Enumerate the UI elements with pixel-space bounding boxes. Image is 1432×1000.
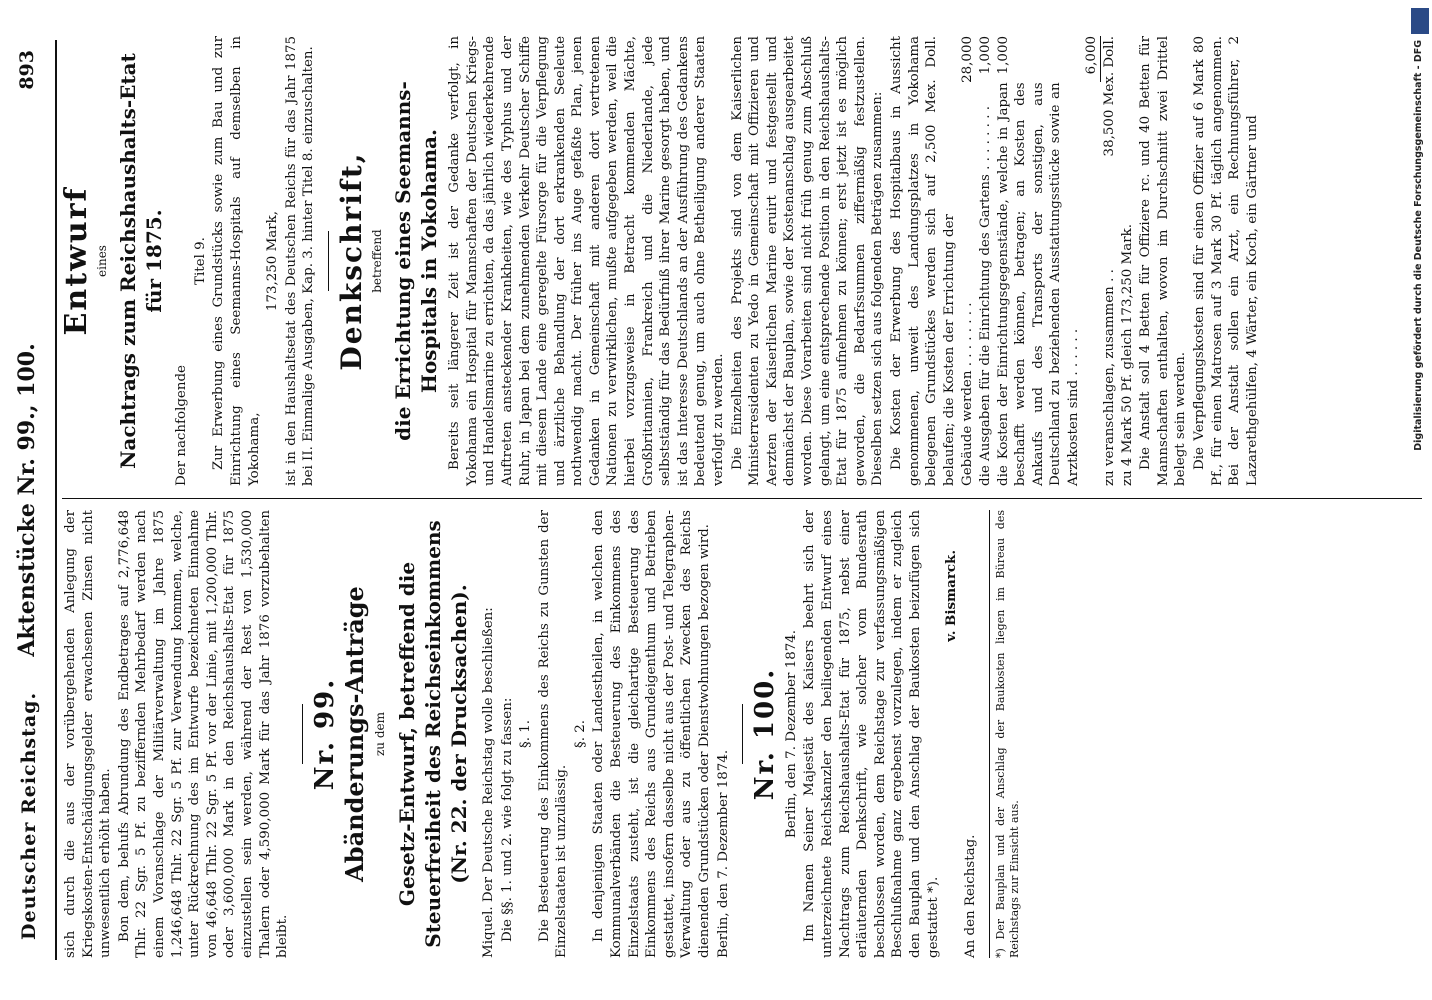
denkschrift-paragraph: Bereits seit längerer Zeit ist der Gedanke verfolgt, in Yokohama ein Hospital für Mannschaften der Deutschen Kriegs- und Handelsmarine zu errichten, da das jährlich wiederkehrende Auftreten ansteckender Krankheiten, wie des Typhus und der Ruhr, in Japan bei dem zunehmenden Verkehr Deutscher Schiffe mit diesem Lande eine geregelte Fürsorge für die Verpflegung und ärztliche Behandlung der dort erkrankenden Seeleute nothwendig macht. Der früher ins Auge gefaßte Plan, jenen Gedanken in Gemeinschaft mit anderen dort vertretenen Nationen zu verwirklichen, mußte aufgegeben werden, weil die hierbei vorzugsweise in Betracht kommenden Mächte, Großbritannien, Frankreich und die Niederlande, jede selbstständig für das Bedürfniß ihrer Marine gesorgt haben, und ist das Interesse Deutschlands an der Ausführung des Gedankens bedeutend genug, um auch ohne Betheiligung anderer Staaten verfolgt zu werden. <box>447 36 727 486</box>
nr99-motion: Miquel. Der Deutsche Reichstag wolle beschließen: <box>480 607 496 958</box>
denkschrift-paragraph: Die Anstalt soll 4 Betten für Offiziere rc. und 40 Betten für Mannschaften enthalten, wovon im Durchschnitt zwei Drittel belegt sein werden. <box>1138 36 1189 486</box>
entwurf-titel-text: Zur Erwerbung eines Grundstücks sowie zum Bau und zur Einrichtung eines Seemanns-Hospitals auf demselben in Yokohama, <box>211 36 262 486</box>
page-number: 893 <box>16 50 38 90</box>
nr100-date: Berlin, den 7. Dezember 1874. <box>783 629 799 839</box>
entwurf-amount: 173,250 Mark, <box>265 210 281 312</box>
nr99-motion-text: Die §§. 1. und 2. wie folgt zu fassen: <box>499 697 515 942</box>
denkschrift-title: Denkschrift, <box>334 151 368 371</box>
nr100-text: Im Namen Seiner Majestät des Kaisers beehrt sich der unterzeichnete Reichskanzler den beiliegenden Entwurf eines Nachtrags zum Reichshaushalts-Etat für 1875, nebst einer erläuternden Denkschrift, wie solcher vom Bundesrath beschlossen worden, dem Reichstage zur verfassungsmäßigen Beschlußnahme ganz ergebenst vorzulegen, indem er zugleich den Bauplan und den Anschlag der Baukosten beizufügen sich gestattet *). <box>802 510 941 958</box>
nr99-number: Nr. 99. <box>309 677 340 791</box>
entwurf-lead: Der nachfolgende <box>174 365 190 486</box>
header-documents: Aktenstücke Nr. 99., 100. <box>14 343 40 657</box>
cost-label: die Ausgaben für die Einrichtung des Gartens . . . . . . . . <box>977 106 993 486</box>
intro-paragraph: sich durch die aus der vorübergehenden Anlegung der Kriegskosten-Entschädigungsgelder erwachsenen Zinsen nicht unwesentlich erhöht haben. <box>63 510 114 958</box>
cost-row <box>959 36 977 486</box>
cost-row <box>995 36 1083 486</box>
left-column <box>62 510 1022 958</box>
cost-row <box>1083 36 1102 486</box>
separator <box>302 704 303 764</box>
page-header <box>10 40 50 960</box>
separator <box>328 231 329 291</box>
nr99-para2-text: In denjenigen Staaten oder Landestheilen, in welchen den Kommunalverbänden die Besteuerung des Einkommens des Einzelstaats zusteht, ist die gleichartige Besteuerung des Einkommens des Reichs aus Grundeigenthum und Betrieben gestattet, insofern dasselbe nicht aus der Post- und Telegraphen-Verwaltung oder aus zu öffentlichen Zwecken des Reichs dienenden Grundstücken oder Dienstwohnungen bezogen wird. <box>591 510 713 958</box>
denkschrift-paragraph: Die Verpflegungskosten sind für einen Offizier auf 6 Mark 80 Pf., für einen Matrosen auf 3 Mark 30 Pf. täglich angenommen. Bei der Anstalt sollen ein Arzt, ein Rechnungsführer, 2 Lazarethgehülfen, 4 Wärter, ein Koch, ein Gärtner und <box>1192 36 1260 486</box>
dfg-funding-text: Digitalisierung gefördert durch die Deutsche Forschungsgemeinschaft - DFG <box>1413 40 1424 451</box>
cost-value: 1,000 <box>977 36 993 75</box>
entwurf-closing: ist in den Haushaltsetat des Deutschen Reichs für das Jahr 1875 bei II. Einmalige Ausgaben, Kap. 3. hinter Titel 8. einzuschalten. <box>283 36 317 486</box>
nr99-para1-label: §. 1. <box>518 720 534 748</box>
denkschrift-paragraph: Die Kosten der Erwerbung des Hospitalbaus in Aussicht genommenen, unweit des Landungsplatzes in Yokohama belegenen Grundstückes werden sich auf 2,500 Mex. Doll. belaufen; die Kosten der Errichtung der <box>888 36 957 486</box>
denkschrift-paragraph: Die Einzelheiten des Projekts sind von dem Kaiserlichen Ministerresidenten zu Yedo in Gemeinschaft mit Offizieren und Aerzten der Kaiserlichen Marine eruirt und festgestellt und demnächst der Bauplan, sowie der Kostenanschlag ausgearbeitet worden. Diese Vorarbeiten sind nicht früh genug zum Abschluß gelangt, um eine entsprechende Position in den Reichshaushalts-Etat für 1875 aufnehmen zu können; erst jetzt ist es möglich geworden, die Bedarfssummen ziffermäßig festzustellen. Dieselben setzen sich aus folgenden Beträgen zusammen: <box>729 36 886 486</box>
cost-value: 28,000 <box>960 36 976 83</box>
header-rule <box>55 40 57 960</box>
nr99-para1-text: Die Besteuerung des Einkommens des Reichs zu Gunsten der Einzelstaaten ist unzulässig. <box>536 510 570 958</box>
denkschrift-subtitle: die Errichtung eines Seemanns-Hospitals in Yokohama. <box>391 81 442 441</box>
cost-label: die Kosten der Einrichtungsgegenstände, welche in Japan beschafft werden können, betragen; an Kosten des Ankaufs und des Transports der sonstigen, aus Deutschland zu beziehenden Ausstattungsstücke sowie an Arztkosten sind . . . . . . <box>995 82 1081 486</box>
signature: v. Bismarck. <box>943 550 960 642</box>
nr100-number: Nr. 100. <box>750 667 781 801</box>
nr99-title: Abänderungs-Anträge <box>340 586 370 882</box>
entwurf-titel: Titel 9. <box>192 237 208 285</box>
cost-total-mark: zu 4 Mark 50 Pf. gleich 173,250 Mark. <box>1119 223 1135 486</box>
dfg-side-note <box>1405 40 1429 980</box>
addressee: An den Reichstag. <box>962 834 978 958</box>
cost-total-row <box>1101 36 1119 486</box>
denkschrift-betreffend: betreffend <box>369 229 384 293</box>
cost-value: 6,000 <box>1083 36 1102 82</box>
footnote: *) Der Bauplan und der Anschlag der Baukosten liegen im Büreau des Reichstags zur Einsicht aus. <box>989 510 1022 958</box>
separator <box>742 704 743 764</box>
cost-label: Gebäude werden . . . . . . . . <box>960 302 976 486</box>
intro-paragraph: Bon dem, behufs Abrundung des Endbetrages auf 2,776,648 Thlr. 22 Sgr. 5 Pf. zu beziffernden Mehrbedarf werden nach einem Voranschlage der Militärverwaltung im Jahre 1875 1,246,648 Thlr. 22 Sgr. 5 Pf. zur Verwendung kommen, welche, unter Rückrechnung des im Entwurfe bezeichneten Einnahme von 46,648 Thlr. 22 Sgr. 5 Pf. vor der Linie, mit 1,200,000 Thlr. oder 3,600,000 Mark in den Reichshaushalts-Etat für 1875 einzustellen sein werden, während der Rest von 1,530,000 Thalern oder 4,590,000 Mark für das Jahr 1876 vorzubehalten bleibt. <box>116 510 291 958</box>
nr99-zu-dem: zu dem <box>373 711 388 757</box>
cost-total-value: 38,500 Mex. Doll. <box>1102 36 1118 157</box>
entwurf-title: Entwurf <box>59 186 94 336</box>
header-publication: Deutscher Reichstag. <box>18 691 40 940</box>
dfg-logo <box>1411 8 1429 34</box>
entwurf-eines: eines <box>94 245 109 277</box>
cost-total-label: zu veranschlagen, zusammen . . <box>1102 269 1118 486</box>
cost-value: 1,000 <box>995 36 1011 75</box>
nr99-date: Berlin, den 7. Dezember 1874. <box>715 749 731 958</box>
cost-row <box>977 36 995 486</box>
entwurf-subtitle: Nachtrags zum Reichshaushalts-Etat für 1875. <box>116 53 167 469</box>
nr99-para2-label: §. 2. <box>572 720 588 748</box>
column-divider <box>62 498 1422 499</box>
nr99-subject: Gesetz-Entwurf, betreffend die Steuerfreiheit des Reichseinkommens (Nr. 22. der Drucksachen). <box>394 520 471 948</box>
right-column <box>59 36 1262 486</box>
